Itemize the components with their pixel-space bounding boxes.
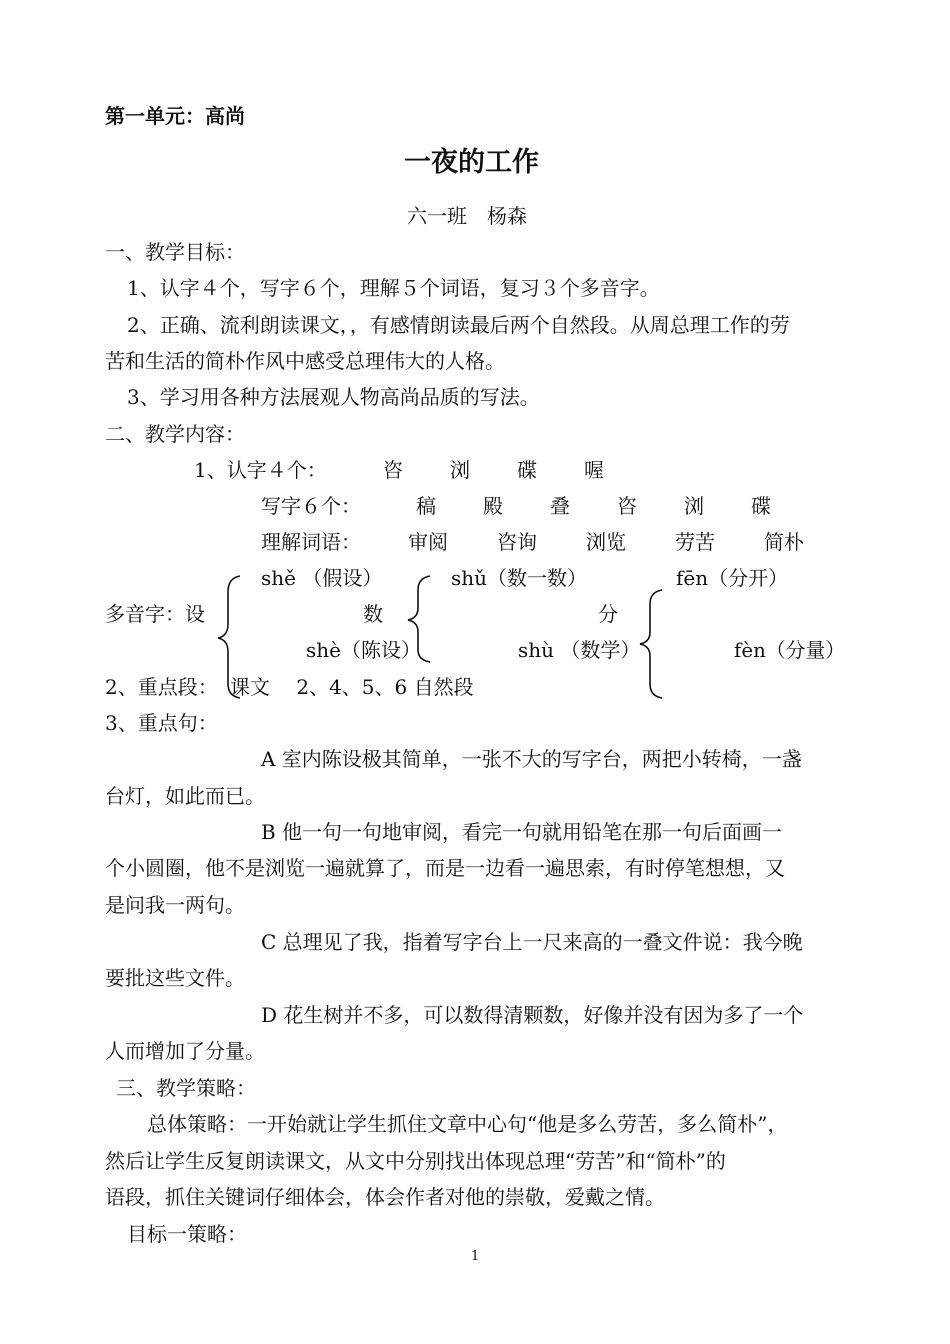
polyphone-shu-4: shù （数学）	[518, 638, 641, 662]
sentence-b-line-2: 个小圆圈，他不是浏览一遍就算了，而是一边看一遍思索，有时停笔想想，又	[105, 856, 785, 880]
polyphone-fen-1: fēn（分开）	[676, 566, 789, 590]
read-char: 浏	[450, 458, 470, 482]
overall-strategy-line-2: 然后让学生反复朗读课文，从文中分别找出体现总理“劳苦”和“简朴”的	[105, 1149, 726, 1173]
write-char: 浏	[684, 494, 704, 518]
overall-strategy-line-3: 语段，抓住关键词仔细体会，体会作者对他的崇敬，爱戴之情。	[105, 1185, 665, 1209]
goal-3: 3、学习用各种方法展观人物高尚品质的写法。	[127, 385, 540, 409]
polyphone-char-shu: 数	[363, 602, 383, 626]
write-char: 殿	[483, 494, 503, 518]
goal-1-strategy-label: 目标一策略：	[127, 1222, 247, 1246]
polyphone-char-fen: 分	[598, 602, 618, 626]
key-paragraph-value: 课文 2、4、5、6 自然段	[230, 675, 474, 699]
vocab-word: 审阅	[408, 530, 448, 554]
sentence-a-line-2: 台灯，如此而已。	[105, 784, 265, 808]
write-char: 叠	[550, 494, 570, 518]
read-char: 喔	[584, 458, 604, 482]
section-heading-goals: 一、教学目标：	[105, 240, 245, 264]
sentence-b-line-3: 是问我一两句。	[105, 893, 245, 917]
polyphone-she-3: shě （假设）	[261, 566, 383, 590]
author-line: 六一班 杨森	[407, 204, 527, 228]
write-char: 咨	[617, 494, 637, 518]
goal-2-line-2: 苦和生活的简朴作风中感受总理伟大的人格。	[105, 349, 505, 373]
sentence-c-line-1: C 总理见了我，指着写字台上一尺来高的一叠文件说：我今晚	[261, 930, 803, 954]
read-char: 咨	[383, 458, 403, 482]
vocab-word: 咨询	[497, 530, 537, 554]
section-heading-strategy: 三、教学策略：	[116, 1076, 256, 1100]
key-paragraph-label: 2、重点段：	[105, 675, 218, 699]
sentence-d-line-1: D 花生树并不多，可以数得清颗数，好像并没有因为多了一个	[261, 1003, 804, 1027]
sentence-a-line-1: A 室内陈设极其简单，一张不大的写字台，两把小转椅，一盏	[261, 747, 802, 771]
page-title: 一夜的工作	[404, 147, 539, 178]
sentence-c-line-2: 要批这些文件。	[105, 966, 245, 990]
polyphone-fen-4: fèn（分量）	[734, 638, 846, 662]
goal-1: 1、认字４个，写字６个，理解５个词语，复习３个多音字。	[127, 276, 660, 300]
write-char: 稿	[416, 494, 436, 518]
vocab-word: 简朴	[764, 530, 804, 554]
sentence-d-line-2: 人而增加了分量。	[105, 1039, 265, 1063]
unit-heading: 第一单元：高尚	[105, 104, 245, 128]
vocab-word: 劳苦	[675, 530, 715, 554]
overall-strategy-line-1: 总体策略：一开始就让学生抓住文章中心句“他是多么劳苦，多么简朴”，	[147, 1112, 788, 1136]
write-chars-label: 写字６个：	[261, 494, 361, 518]
vocab-word: 浏览	[586, 530, 626, 554]
key-sentences-heading: 3、重点句：	[105, 711, 218, 735]
polyphone-shu-3: shǔ（数一数）	[451, 566, 588, 590]
page-number: 1	[471, 1249, 480, 1264]
write-char: 碟	[751, 494, 771, 518]
goal-2-line-1: 2、正确、流利朗读课文，，有感情朗读最后两个自然段。从周总理工作的劳	[127, 313, 790, 337]
read-chars-label: 1、认字４个：	[194, 458, 327, 482]
brace-fen-icon	[636, 588, 666, 700]
brace-shu-icon	[404, 574, 434, 664]
polyphone-label: 多音字：设	[105, 602, 205, 626]
read-char: 碟	[517, 458, 537, 482]
vocab-label: 理解词语：	[261, 530, 361, 554]
section-heading-content: 二、教学内容：	[105, 422, 245, 446]
sentence-b-line-1: B 他一句一句地审阅，看完一句就用铅笔在那一句后面画一	[261, 820, 783, 844]
polyphone-she-4: shè（陈设）	[306, 638, 421, 662]
